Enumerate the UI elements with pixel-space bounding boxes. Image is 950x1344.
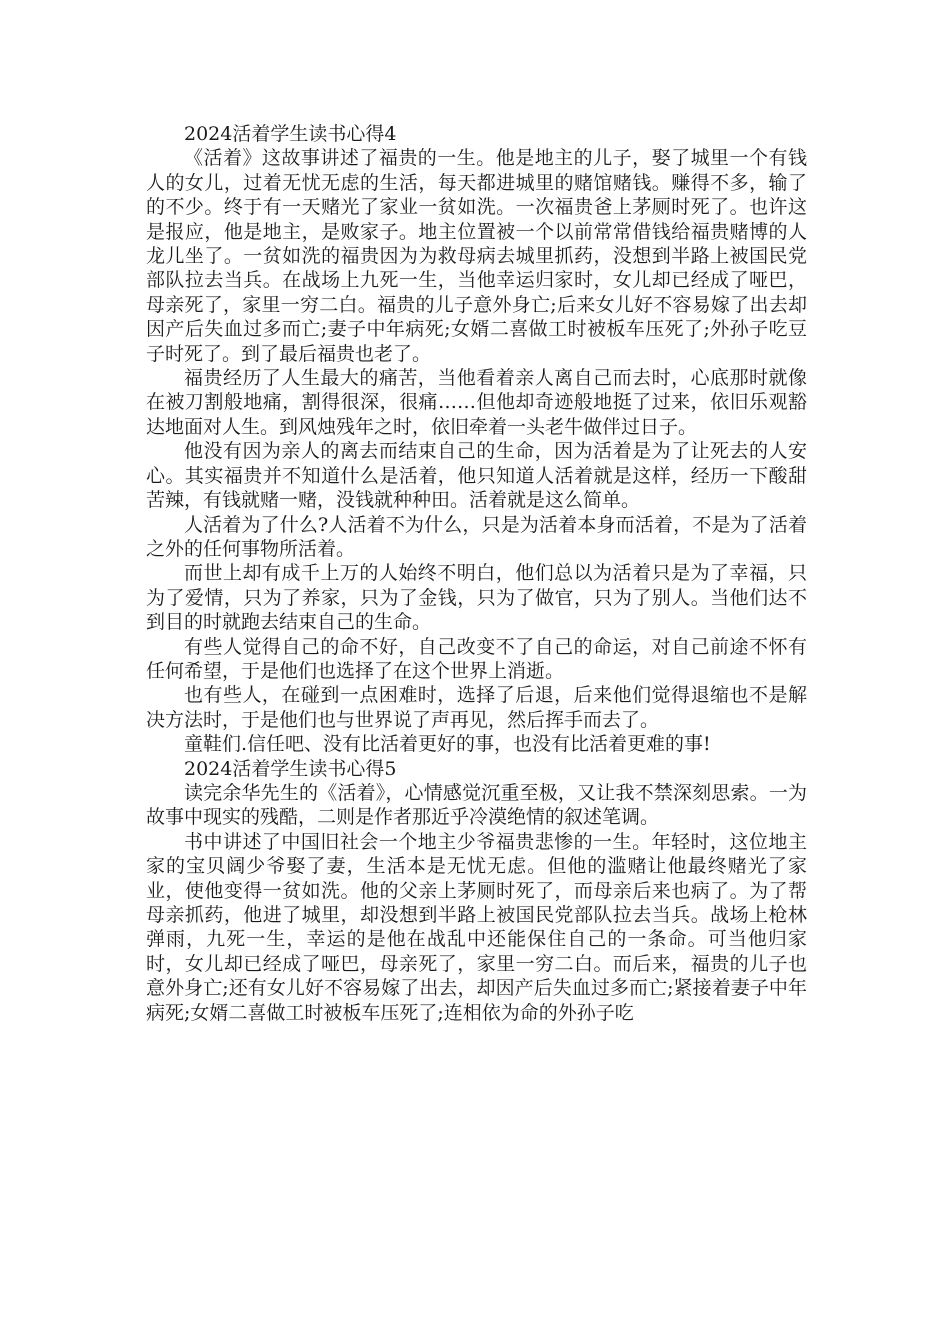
section-5 [146,757,807,1025]
paragraph: 童鞋们.信任吧、没有比活着更好的事，也没有比活着更难的事! [184,733,711,756]
document-page [146,122,807,1025]
paragraph: 他没有因为亲人的离去而结束自己的生命，因为活着是为了让死去的人安心。其实福贵并不知道什么是活着，他只知道人活着就是这样，经历一下酸甜苦辣，有钱就赌一赌，没钱就种种田。活着就是这么简单。 [146,440,807,512]
paragraph: 书中讲述了中国旧社会一个地主少爷福贵悲惨的一生。年轻时，这位地主家的宝贝阔少爷娶了妻，生活本是无忧无虑。但他的滥赌让他最终赌光了家业，使他变得一贫如洗。他的父亲上茅厕时死了，而母亲后来也病了。为了帮母亲抓药，他进了城里，却没想到半路上被国民党部队拉去当兵。战场上枪林弹雨，九死一生，幸运的是他在战乱中还能保住自己的一条命。可当他归家时，女儿却已经成了哑巴，母亲死了，家里一穷二白。而后来，福贵的儿子也意外身亡;还有女儿好不容易嫁了出去，却因产后失血过多而亡;紧接着妻子中年病死;女婿二喜做工时被板车压死了;连相依为命的外孙子吃 [146,830,807,1024]
section-heading: 2024活着学生读书心得4 [184,123,397,145]
paragraph: 而世上却有成千上万的人始终不明白，他们总以为活着只是为了幸福，只为了爱情，只为了养家，只为了金钱，只为了做官，只为了别人。当他们达不到目的时就跑去结束自己的生命。 [146,562,807,634]
paragraph: 也有些人，在碰到一点困难时，选择了后退，后来他们觉得退缩也不是解决方法时，于是他们也与世界说了声再见，然后挥手而去了。 [146,684,807,731]
paragraph: 读完余华先生的《活着》，心情感觉沉重至极，又让我不禁深刻思索。一为故事中现实的残酷，二则是作者那近乎冷漠绝情的叙述笔调。 [146,781,807,829]
paragraph: 福贵经历了人生最大的痛苦，当他看着亲人离自己而去时，心底那时就像在被刀割般地痛，割得很深，很痛……但他却奇迹般地挺了过来，依旧乐观豁达地面对人生。到风烛残年之时，依旧牵着一头老牛做伴过日子。 [146,367,807,438]
section-heading: 2024活着学生读书心得5 [184,757,397,780]
paragraph: 人活着为了什么?人活着不为什么，只是为活着本身而活着，不是为了活着之外的任何事物所活着。 [146,513,807,560]
section-4 [146,122,807,757]
paragraph: 有些人觉得自己的命不好，自己改变不了自己的命运，对自己前途不怀有任何希望，于是他们也选择了在这个世界上消逝。 [146,635,807,682]
paragraph: 《活着》这故事讲述了福贵的一生。他是地主的儿子，娶了城里一个有钱人的女儿，过着无忧无虑的生活，每天都进城里的赌馆赌钱。赚得不多，输了的不少。终于有一天赌光了家业一贫如洗。一次福贵爸上茅厕时死了。也许这是报应，他是地主，是败家子。地主位置被一个以前常常借钱给福贵赌博的人龙儿坐了。一贫如洗的福贵因为为救母病去城里抓药，没想到半路上被国民党部队拉去当兵。在战场上九死一生，当他幸运归家时，女儿却已经成了哑巴，母亲死了，家里一穷二白。福贵的儿子意外身亡;后来女儿好不容易嫁了出去却因产后失血过多而亡;妻子中年病死;女婿二喜做工时被板车压死了;外孙子吃豆子时死了。到了最后福贵也老了。 [146,147,807,365]
